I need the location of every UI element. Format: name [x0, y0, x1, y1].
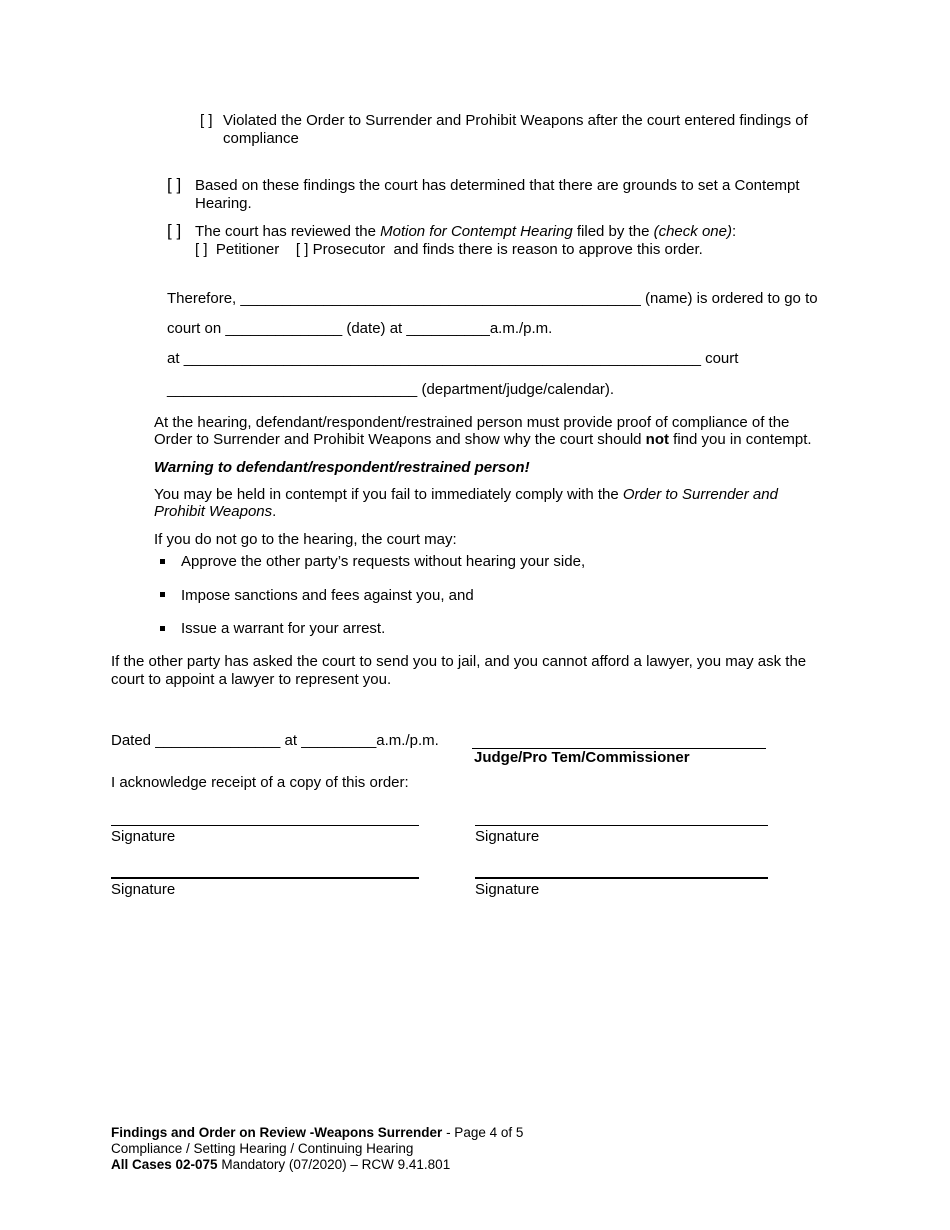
petitioner-label: Petitioner [215, 241, 280, 258]
bullet-item-2: Impose sanctions and fees against you, and [181, 587, 474, 604]
bullet-item-3: Issue a warrant for your arrest. [181, 620, 386, 637]
footer-title: Findings and Order on Review -Weapons Surrender [111, 1125, 443, 1140]
name-blank[interactable]: ________________________________________________ [240, 290, 641, 307]
grounds-checkbox[interactable]: [ ] [167, 175, 182, 194]
footer-mandatory: Mandatory (07/2020) – RCW 9.41.801 [217, 1157, 451, 1172]
bullet-icon [160, 626, 165, 631]
dated-time-blank[interactable]: _________ [301, 732, 377, 749]
warning-heading: Warning to defendant/respondent/restrained person! [154, 459, 530, 476]
proof-text-line-2: Order to Surrender and Prohibit Weapons and show why the court should not find you in contempt. [154, 431, 812, 448]
date-blank[interactable]: ______________ [225, 320, 343, 337]
contempt-text-line-1: You may be held in contempt if you fail to immediately comply with the Order to Surrender and [154, 486, 778, 503]
footer [111, 1125, 523, 1173]
acknowledge-text: I acknowledge receipt of a copy of this order: [111, 774, 409, 791]
violated-text-line-1: Violated the Order to Surrender and Prohibit Weapons after the court entered findings of [223, 112, 808, 129]
signature-line-right-1[interactable] [475, 825, 768, 826]
dated-line: Dated _______________ at _________a.m./p.m. [111, 732, 439, 749]
footer-title-line [111, 1125, 523, 1141]
court-location-line: at ______________________________________________________________ court [167, 350, 739, 367]
footer-subtitle: Compliance / Setting Hearing / Continuing Hearing [111, 1141, 414, 1156]
bullet-icon [160, 559, 165, 564]
prosecutor-checkbox[interactable]: [ ] [295, 241, 309, 258]
violated-checkbox[interactable]: [ ] [200, 112, 213, 129]
proof-text-line-1: At the hearing, defendant/respondent/restrained person must provide proof of compliance of the [154, 414, 790, 431]
signature-label-left-1: Signature [111, 828, 176, 845]
signature-label-left-2: Signature [111, 881, 176, 898]
signature-label-right-2: Signature [475, 881, 540, 898]
motion-text: The court has reviewed the Motion for Contempt Hearing filed by the (check one): [195, 223, 737, 240]
department-blank[interactable]: ______________________________ [167, 381, 418, 398]
time-blank[interactable]: __________ [406, 320, 490, 337]
violated-item [200, 112, 213, 130]
footer-case-code: All Cases 02-075 [111, 1157, 218, 1172]
court-blank[interactable]: ______________________________________________________________ [183, 350, 701, 367]
party-options [195, 241, 703, 259]
court-date-line: court on ______________ (date) at __________a.m./p.m. [167, 320, 553, 337]
motion-title: Motion for Contempt Hearing [380, 223, 573, 240]
signature-label-right-1: Signature [475, 828, 540, 845]
bullet-item-1: Approve the other party’s requests without hearing your side, [181, 553, 586, 570]
bullet-icon [160, 592, 165, 597]
signature-line-left-2[interactable] [111, 877, 419, 879]
grounds-text-line-1: Based on these findings the court has determined that there are grounds to set a Contempt [195, 177, 800, 194]
dated-blank[interactable]: _______________ [155, 732, 281, 749]
footer-page: - Page 4 of 5 [442, 1125, 524, 1140]
not-emphasis: not [645, 431, 669, 448]
violated-text-line-2: compliance [223, 130, 299, 147]
prosecutor-label: Prosecutor [312, 241, 386, 258]
signature-line-right-2[interactable] [475, 877, 768, 879]
contempt-text-line-2: Prohibit Weapons. [154, 503, 277, 520]
judge-label: Judge/Pro Tem/Commissioner [474, 749, 690, 766]
signature-line-left-1[interactable] [111, 825, 419, 826]
petitioner-checkbox[interactable]: [ ] [195, 241, 208, 258]
footer-case-line [111, 1157, 523, 1173]
grounds-text-line-2: Hearing. [195, 195, 252, 212]
not-go-intro: If you do not go to the hearing, the court may: [154, 531, 457, 548]
motion-checkbox[interactable]: [ ] [167, 221, 182, 240]
lawyer-text-line-2: court to appoint a lawyer to represent you. [111, 671, 392, 688]
department-line: ______________________________ (department/judge/calendar). [167, 381, 615, 398]
approve-text: and finds there is reason to approve this order. [393, 241, 703, 258]
therefore-line: Therefore, ________________________________________________ (name) is ordered to go to [167, 290, 818, 307]
lawyer-text-line-1: If the other party has asked the court to send you to jail, and you cannot afford a lawyer, you may ask the [111, 653, 807, 670]
check-one-note: (check one) [653, 223, 732, 240]
